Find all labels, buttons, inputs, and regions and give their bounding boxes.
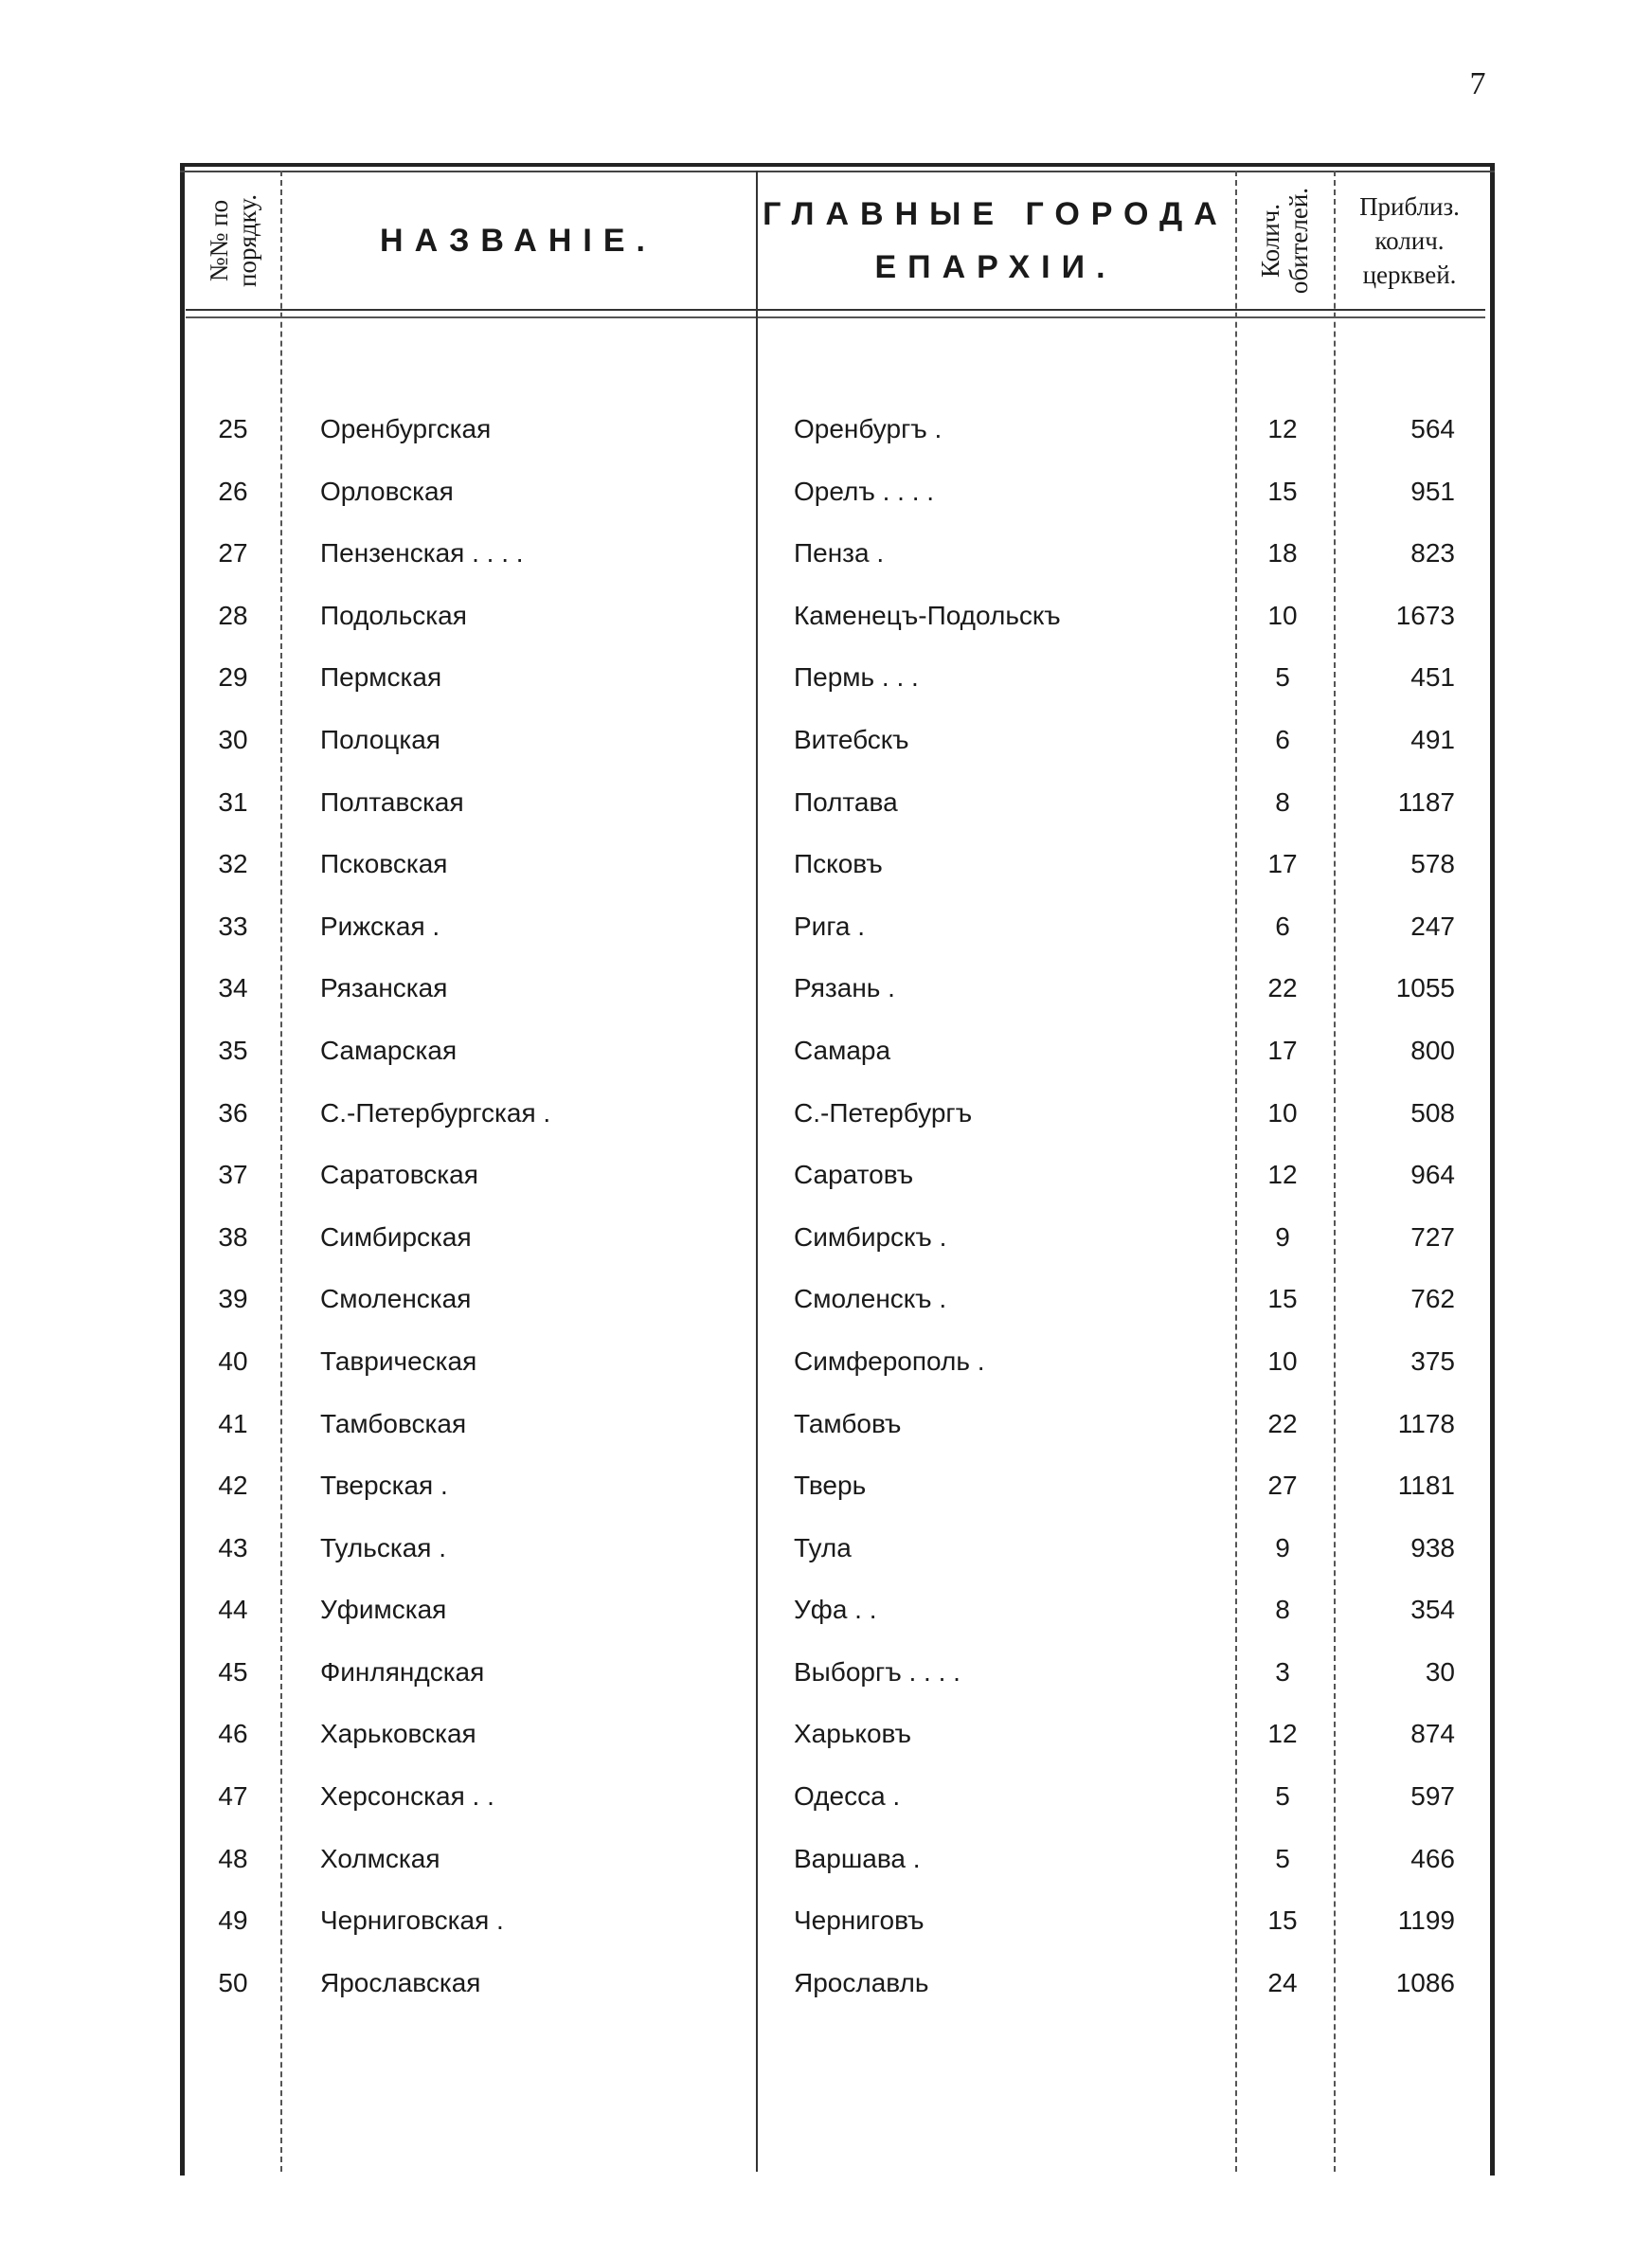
- main-city: Харьковъ: [794, 1719, 911, 1749]
- church-count: 823: [1410, 538, 1455, 569]
- monastery-count: 8: [1275, 786, 1290, 817]
- diocese-name: Подольская: [320, 600, 467, 630]
- row-number: 26: [218, 476, 248, 506]
- diocese-name: Симбирская: [320, 1221, 472, 1252]
- row-number: 25: [218, 414, 248, 443]
- diocese-name: Рязанская: [320, 973, 448, 1003]
- monastery-count: 22: [1267, 1408, 1298, 1438]
- table-row: [186, 1889, 1485, 1952]
- row-number: 34: [218, 973, 248, 1003]
- row-number: 42: [218, 1471, 248, 1501]
- diocese-name: Псковская: [320, 849, 448, 879]
- monastery-count: 17: [1267, 849, 1298, 879]
- diocese-name: Таврическая: [320, 1345, 477, 1376]
- church-count: 1181: [1397, 1471, 1455, 1501]
- monastery-count: 6: [1275, 911, 1290, 941]
- row-number: 37: [218, 1160, 248, 1190]
- diocese-name: Тульская .: [320, 1532, 446, 1562]
- table-row: [186, 585, 1485, 647]
- table-row: [186, 1144, 1485, 1206]
- table-row: [186, 1268, 1485, 1330]
- table-row: [186, 1517, 1485, 1580]
- table-row: [186, 1952, 1485, 2014]
- main-city: Черниговъ: [794, 1905, 925, 1936]
- row-number: 38: [218, 1221, 248, 1252]
- church-count: 964: [1410, 1160, 1455, 1190]
- main-city: Самара: [794, 1035, 891, 1065]
- church-count: 800: [1410, 1035, 1455, 1065]
- header-churches: [1334, 172, 1485, 309]
- church-count: 375: [1410, 1345, 1455, 1376]
- main-city: Саратовъ: [794, 1160, 914, 1190]
- diocese-name: Финляндская: [320, 1656, 485, 1687]
- row-number: 46: [218, 1719, 248, 1749]
- monastery-count: 18: [1267, 538, 1298, 569]
- main-city: Орелъ . . . .: [794, 476, 935, 506]
- header-churches-line-1: Приблиз.: [1359, 192, 1460, 221]
- row-number: 29: [218, 662, 248, 693]
- table-row: [186, 1082, 1485, 1145]
- header-churches-line-3: церквей.: [1362, 261, 1457, 289]
- row-number: 32: [218, 849, 248, 879]
- diocese-name: Тамбовская: [320, 1408, 467, 1438]
- row-number: 47: [218, 1781, 248, 1812]
- main-city: Симбирскъ .: [794, 1221, 947, 1252]
- row-number: 48: [218, 1843, 248, 1873]
- church-count: 466: [1410, 1843, 1455, 1873]
- diocese-name: Уфимская: [320, 1595, 447, 1625]
- diocese-name: Орловская: [320, 476, 454, 506]
- diocese-name: Холмская: [320, 1843, 440, 1873]
- table-row: [186, 833, 1485, 895]
- row-number: 35: [218, 1035, 248, 1065]
- diocese-name: Оренбургская: [320, 414, 492, 443]
- row-number: 28: [218, 600, 248, 630]
- row-number: 45: [218, 1656, 248, 1687]
- church-count: 451: [1410, 662, 1455, 693]
- diocese-name: Полтавская: [320, 786, 464, 817]
- table-row: [186, 1393, 1485, 1455]
- diocese-name: Саратовская: [320, 1160, 478, 1190]
- diocese-name: Пензенская . . . .: [320, 538, 524, 569]
- church-count: 491: [1410, 724, 1455, 754]
- main-city: Уфа . .: [794, 1595, 877, 1625]
- monastery-count: 12: [1267, 1719, 1298, 1749]
- church-count: 564: [1410, 414, 1455, 443]
- monastery-count: 10: [1267, 600, 1298, 630]
- table-row: [186, 1330, 1485, 1393]
- diocese-name: Ярославская: [320, 1967, 481, 1997]
- page-number: 7: [1469, 66, 1486, 101]
- church-count: 578: [1410, 849, 1455, 879]
- header-monasteries-line-1: Колич.: [1256, 203, 1285, 279]
- main-city: Тула: [794, 1532, 852, 1562]
- header-monasteries-line-2: обителей.: [1284, 187, 1314, 295]
- header-city: [756, 172, 1235, 309]
- monastery-count: 10: [1267, 1345, 1298, 1376]
- header-city-line-2: ЕПАРХІИ.: [874, 249, 1117, 285]
- church-count: 508: [1410, 1097, 1455, 1128]
- table-row: [186, 709, 1485, 771]
- main-city: Тверь: [794, 1471, 867, 1501]
- table-row: [186, 957, 1485, 1020]
- table-row: [186, 1579, 1485, 1641]
- main-city: Псковъ: [794, 849, 883, 879]
- table-row: [186, 1765, 1485, 1828]
- monastery-count: 15: [1267, 476, 1298, 506]
- main-city: Варшава .: [794, 1843, 921, 1873]
- church-count: 1673: [1395, 600, 1455, 630]
- diocese-name: Смоленская: [320, 1284, 472, 1314]
- monastery-count: 24: [1267, 1967, 1298, 1997]
- table-row: [186, 1703, 1485, 1765]
- church-count: 247: [1410, 911, 1455, 941]
- monastery-count: 9: [1275, 1221, 1290, 1252]
- monastery-count: 27: [1267, 1471, 1298, 1501]
- monastery-count: 8: [1275, 1595, 1290, 1625]
- row-number: 40: [218, 1345, 248, 1376]
- row-number: 31: [218, 786, 248, 817]
- table-row: [186, 1206, 1485, 1269]
- main-city: Рига .: [794, 911, 866, 941]
- monastery-count: 10: [1267, 1097, 1298, 1128]
- main-city: Смоленскъ .: [794, 1284, 947, 1314]
- church-count: 30: [1425, 1656, 1455, 1687]
- church-count: 1086: [1395, 1967, 1455, 1997]
- monastery-count: 5: [1275, 662, 1290, 693]
- monastery-count: 22: [1267, 973, 1298, 1003]
- header-num-line-2: порядку.: [232, 194, 261, 287]
- monastery-count: 5: [1275, 1781, 1290, 1812]
- church-count: 727: [1410, 1221, 1455, 1252]
- table-row: [186, 1454, 1485, 1517]
- diocese-name: Черниговская .: [320, 1905, 504, 1936]
- monastery-count: 12: [1267, 414, 1298, 443]
- table-row: [186, 1641, 1485, 1704]
- table-row: [186, 771, 1485, 834]
- table-row: [186, 646, 1485, 709]
- row-number: 33: [218, 911, 248, 941]
- diocese-name: Рижская .: [320, 911, 440, 941]
- main-city: Пенза .: [794, 538, 885, 569]
- row-number: 30: [218, 724, 248, 754]
- table-row: [186, 460, 1485, 523]
- table-row: [186, 1828, 1485, 1890]
- header-rule: [186, 309, 1485, 311]
- row-number: 27: [218, 538, 248, 569]
- header-monasteries: [1235, 172, 1334, 309]
- diocese-name: Пермская: [320, 662, 442, 693]
- row-number: 50: [218, 1967, 248, 1997]
- header-name-label: НАЗВАНІЕ.: [380, 223, 656, 259]
- header-name: [280, 172, 756, 309]
- diocese-name: Самарская: [320, 1035, 458, 1065]
- table-row: [186, 522, 1485, 585]
- main-city: С.-Петербургъ: [794, 1097, 973, 1128]
- table-row: [186, 398, 1485, 460]
- diocese-name: Херсонская . .: [320, 1781, 494, 1812]
- table-row: [186, 1020, 1485, 1082]
- main-city: Одесса .: [794, 1781, 901, 1812]
- monastery-count: 12: [1267, 1160, 1298, 1190]
- header-city-line-1: ГЛАВНЫЕ ГОРОДА: [763, 196, 1229, 232]
- monastery-count: 15: [1267, 1905, 1298, 1936]
- main-city: Полтава: [794, 786, 898, 817]
- church-count: 354: [1410, 1595, 1455, 1625]
- church-count: 1187: [1397, 786, 1455, 817]
- church-count: 1178: [1397, 1408, 1455, 1438]
- row-number: 43: [218, 1532, 248, 1562]
- diocese-name: Полоцкая: [320, 724, 440, 754]
- main-city: Пермь . . .: [794, 662, 919, 693]
- main-city: Витебскъ: [794, 724, 909, 754]
- row-number: 49: [218, 1905, 248, 1936]
- monastery-count: 5: [1275, 1843, 1290, 1873]
- monastery-count: 9: [1275, 1532, 1290, 1562]
- monastery-count: 6: [1275, 724, 1290, 754]
- table-body: [186, 398, 1485, 2013]
- diocese-name: Тверская .: [320, 1471, 448, 1501]
- main-city: Оренбургъ .: [794, 414, 943, 443]
- main-city: Ярославль: [794, 1967, 929, 1997]
- diocese-name: Харьковская: [320, 1719, 476, 1749]
- monastery-count: 3: [1275, 1656, 1290, 1687]
- main-city: Симферополь .: [794, 1345, 985, 1376]
- main-city: Рязань .: [794, 973, 895, 1003]
- church-count: 597: [1410, 1781, 1455, 1812]
- header-rule-double: [186, 316, 1485, 318]
- row-number: 39: [218, 1284, 248, 1314]
- church-count: 951: [1410, 476, 1455, 506]
- header-num-line-1: №№ по: [204, 199, 233, 282]
- main-city: Выборгъ . . . .: [794, 1656, 961, 1687]
- row-number: 44: [218, 1595, 248, 1625]
- table-row: [186, 895, 1485, 958]
- row-number: 41: [218, 1408, 248, 1438]
- church-count: 938: [1410, 1532, 1455, 1562]
- monastery-count: 17: [1267, 1035, 1298, 1065]
- church-count: 1055: [1395, 973, 1455, 1003]
- church-count: 762: [1410, 1284, 1455, 1314]
- church-count: 1199: [1397, 1905, 1455, 1936]
- header-churches-line-2: колич.: [1374, 226, 1445, 255]
- church-count: 874: [1410, 1719, 1455, 1749]
- main-city: Тамбовъ: [794, 1408, 902, 1438]
- header-num: [186, 172, 280, 309]
- row-number: 36: [218, 1097, 248, 1128]
- main-city: Каменецъ-Подольскъ: [794, 600, 1061, 630]
- monastery-count: 15: [1267, 1284, 1298, 1314]
- diocese-name: С.-Петербургская .: [320, 1097, 551, 1128]
